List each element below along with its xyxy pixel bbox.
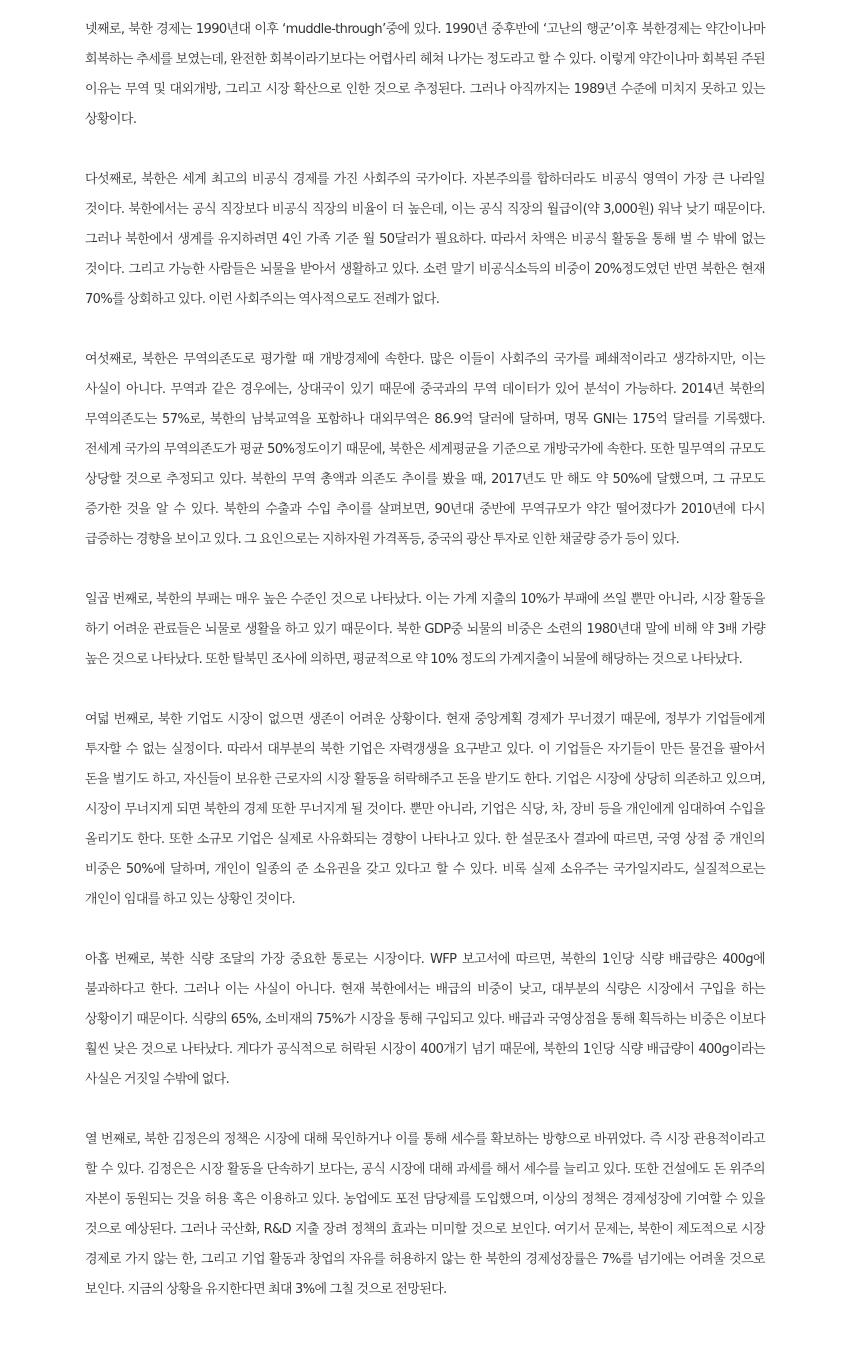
paragraph-fourth: 넷째로, 북한 경제는 1990년대 이후 ‘muddle-through’중에 있다. 1990년 중후반에 ‘고난의 행군’이후 북한경제는 약간이나마 회복하는 추세를 보였는데, 완전한 회복이라기보다는 어렵사리 헤쳐 나가는 정도라고 할 수 있다. 이렇게 약간이나마 회복된 주된 이유는 무역 및 대외개방, 그리고 시장 확산으로 인한 것으로 추정된다. 그러나 아직까지는 1989년 수준에 미치지 못하고 있는 상황이다. <box>85 22 765 127</box>
paragraph-tenth: 열 번째로, 북한 김정은의 정책은 시장에 대해 묵인하거나 이를 통해 세수를 확보하는 방향으로 바뀌었다. 즉 시장 관용적이라고 할 수 있다. 김정은은 시장 활동을 단속하기 보다는, 공식 시장에 대해 과세를 해서 세수를 늘리고 있다. 또한 건설에도 돈 위주의 자본이 동원되는 것을 허용 혹은 이용하고 있다. 농업에도 포전 담당제를 도입했으며, 이상의 정책은 경제성장에 기여할 수 있을 것으로 예상된다. 그러나 국산화, R&D 지출 장려 정책의 효과는 미미할 것으로 보인다. 여기서 문제는, 북한이 제도적으로 시장 경제로 가지 않는 한, 그리고 기업 활동과 창업의 자유를 허용하지 않는 한 북한의 경제성장률은 7%를 넘기에는 어려울 것으로 보인다. 지금의 상황을 유지한다면 최대 3%에 그칠 것으로 전망된다. <box>85 1132 765 1297</box>
paragraph-sixth: 여섯째로, 북한은 무역의존도로 평가할 때 개방경제에 속한다. 많은 이들이 사회주의 국가를 폐쇄적이라고 생각하지만, 이는 사실이 아니다. 무역과 같은 경우에는, 상대국이 있기 때문에 중국과의 무역 데이터가 있어 분석이 가능하다. 2014년 북한의 무역의존도는 57%로, 북한의 남북교역을 포함하나 대외무역은 86.9억 달러에 달하며, 명목 GNI는 175억 달러를 기록했다. 전세계 국가의 무역의존도가 평균 50%정도이기 때문에, 북한은 세계평균을 기준으로 개방국가에 속한다. 또한 밀무역의 규모도 상당할 것으로 추정되고 있다. 북한의 무역 총액과 의존도 추이를 봤을 때, 2017년도 만 해도 약 50%에 달했으며, 그 규모도 증가한 것을 알 수 있다. 북한의 수출과 수입 추이를 살펴보면, 90년대 중반에 무역규모가 약간 떨어졌다가 2010년에 다시 급증하는 경향을 보이고 있다. 그 요인으로는 지하자원 가격폭등, 중국의 광산 투자로 인한 채굴량 증가 등이 있다. <box>85 352 765 547</box>
article-body <box>85 15 765 1305</box>
paragraph-seventh: 일곱 번째로, 북한의 부패는 매우 높은 수준인 것으로 나타났다. 이는 가계 지출의 10%가 부패에 쓰일 뿐만 아니라, 시장 활동을 하기 어려운 관료들은 뇌물로 생활을 하고 있기 때문이다. 북한 GDP중 뇌물의 비중은 소련의 1980년대 말에 비해 약 3배 가량 높은 것으로 나타났다. 또한 탈북민 조사에 의하면, 평균적으로 약 10% 정도의 가계지출이 뇌물에 해당하는 것으로 나타났다. <box>85 592 765 667</box>
paragraph-ninth: 아홉 번째로, 북한 식량 조달의 가장 중요한 통로는 시장이다. WFP 보고서에 따르면, 북한의 1인당 식량 배급량은 400g에 불과하다고 한다. 그러나 이는 사실이 아니다. 현재 북한에서는 배급의 비중이 낮고, 대부분의 식량은 시장에서 구입을 하는 상황이기 때문이다. 식량의 65%, 소비재의 75%가 시장을 통해 구입되고 있다. 배급과 국영상점을 통해 획득하는 비중은 이보다 훨씬 낮은 것으로 나타났다. 게다가 공식적으로 허락된 시장이 400개기 넘기 때문에, 북한의 1인당 식량 배급량이 400g이라는 사실은 거짓일 수밖에 없다. <box>85 952 765 1087</box>
paragraph-fifth: 다섯째로, 북한은 세계 최고의 비공식 경제를 가진 사회주의 국가이다. 자본주의를 합하더라도 비공식 영역이 가장 큰 나라일 것이다. 북한에서는 공식 직장보다 비공식 직장의 비율이 더 높은데, 이는 공식 직장의 월급이(약 3,000원) 워낙 낮기 때문이다. 그러나 북한에서 생계를 유지하려면 4인 가족 기준 월 50달러가 필요하다. 따라서 차액은 비공식 활동을 통해 벌 수 밖에 없는 것이다. 그리고 가능한 사람들은 뇌물을 받아서 생활하고 있다. 소련 말기 비공식소득의 비중이 20%정도였던 반면 북한은 현재 70%를 상회하고 있다. 이런 사회주의는 역사적으로도 전례가 없다. <box>85 172 765 307</box>
paragraph-eighth: 여덟 번째로, 북한 기업도 시장이 없으면 생존이 어려운 상황이다. 현재 중앙계획 경제가 무너졌기 때문에, 정부가 기업들에게 투자할 수 없는 실정이다. 따라서 대부분의 북한 기업은 자력갱생을 요구받고 있다. 이 기업들은 자기들이 만든 물건을 팔아서 돈을 벌기도 하고, 자신들이 보유한 근로자의 시장 활동을 허락해주고 돈을 받기도 한다. 기업은 시장에 상당히 의존하고 있으며, 시장이 무너지게 되면 북한의 경제 또한 무너지게 될 것이다. 뿐만 아니라, 기업은 식당, 차, 장비 등을 개인에게 임대하여 수입을 올리기도 한다. 또한 소규모 기업은 실제로 사유화되는 경향이 나타나고 있다. 한 설문조사 결과에 따르면, 국영 상점 중 개인의 비중은 50%에 달하며, 개인이 일종의 준 소유권을 갖고 있다고 할 수 있다. 비록 실제 소유주는 국가일지라도, 실질적으로는 개인이 임대를 하고 있는 상황인 것이다. <box>85 712 765 907</box>
